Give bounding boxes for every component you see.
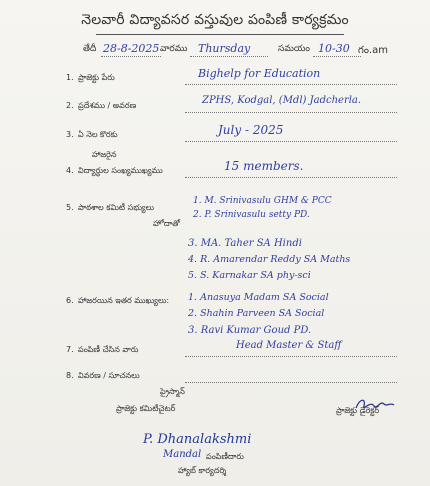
field-3-label: ఏ నెల కొరకు: [78, 130, 118, 139]
field-6-label: హాజరయిన ఇతర ముఖ్యులు:: [78, 296, 170, 305]
time-label: సమయం: [278, 44, 310, 54]
field-1-number: 1.: [66, 73, 74, 82]
day-value: Thursday: [198, 42, 251, 55]
field-7-dotline: [185, 356, 397, 357]
footer-right-label: ప్రాజెక్టు డైరెక్టర్: [336, 406, 380, 415]
field-7-label: పంపిణీ చేసిన వారు: [78, 345, 139, 354]
distributor-signature-2: Mandal: [163, 449, 202, 460]
footer-left-top: ప్రైస్మాన్: [160, 387, 185, 396]
day-dotline: [190, 56, 268, 57]
field-4-dotline: [185, 177, 397, 178]
time-dotline: [313, 56, 361, 57]
time-value: 10-30: [318, 42, 350, 55]
field-2-dotline: [185, 112, 397, 113]
field-4-value: 15 members.: [224, 159, 304, 173]
field-7-value: Head Master & Staff: [236, 340, 342, 351]
field-5-member-2: 2. P. Srinivasulu setty PD.: [193, 210, 310, 220]
field-1-dotline: [185, 84, 397, 85]
field-3-value: July - 2025: [218, 123, 284, 137]
date-dotline: [101, 56, 161, 57]
date-value: 28-8-2025: [103, 42, 160, 55]
date-label: తేదీ: [83, 44, 97, 54]
field-4-number: 4.: [66, 166, 74, 175]
footer-left-label: ప్రాజెక్టు కమిటీచైటర్: [116, 404, 176, 413]
field-5-member-4: 4. R. Amarendar Reddy SA Maths: [188, 254, 351, 265]
field-6-person-1: 1. Anasuya Madam SA Social: [188, 292, 329, 303]
field-1-value: Bighelp for Education: [198, 67, 321, 80]
field-6-number: 6.: [66, 296, 74, 305]
field-2-value: ZPHS, Kodgal, (Mdl) Jadcherla.: [202, 95, 362, 106]
field-5-label: పాఠశాల కమిటీ సభ్యులు: [78, 203, 155, 212]
field-6-person-2: 2. Shahin Parveen SA Social: [188, 308, 325, 319]
field-2-label: ప్రదేశము / అవరణ: [78, 101, 137, 110]
footer-bottom-label: పంపిణీదారు: [206, 452, 244, 461]
time-unit: గం.am: [358, 45, 388, 56]
field-6-person-3: 3. Ravi Kumar Goud PD.: [188, 325, 312, 336]
field-4-label: విద్యార్థుల సంఖ్యముఖ్యము: [78, 166, 163, 175]
distributor-signature: P. Dhanalakshmi: [143, 432, 252, 447]
field-5-member-5: 5. S. Karnakar SA phy-sci: [188, 270, 311, 281]
day-label: వారము: [160, 44, 188, 54]
field-5-label2: హోదాతో: [153, 219, 180, 228]
field-8-number: 8.: [66, 371, 74, 380]
field-5-number: 5.: [66, 203, 74, 212]
field-4-label-top: హాజరైన: [92, 150, 117, 159]
field-8-label: వివరణ / సూచనలు: [78, 371, 140, 380]
document-title: నెలవారీ విద్యావసర వస్తువుల పంపిణీ కార్యక్రమం: [81, 12, 349, 28]
field-8-dotline: [185, 382, 397, 383]
field-1-label: ప్రాజెక్టు పేరు: [78, 73, 115, 82]
field-7-number: 7.: [66, 345, 74, 354]
field-3-dotline: [185, 141, 397, 142]
field-3-number: 3.: [66, 130, 74, 139]
field-5-member-1: 1. M. Srinivasulu GHM & PCC: [193, 196, 332, 206]
field-2-number: 2.: [66, 101, 74, 110]
title-underline: [96, 34, 344, 35]
field-5-member-3: 3. MA. Taher SA Hindi: [188, 238, 302, 249]
footer-bottom-label-2: హ్యాబ్ కార్యదర్శి: [178, 466, 227, 475]
